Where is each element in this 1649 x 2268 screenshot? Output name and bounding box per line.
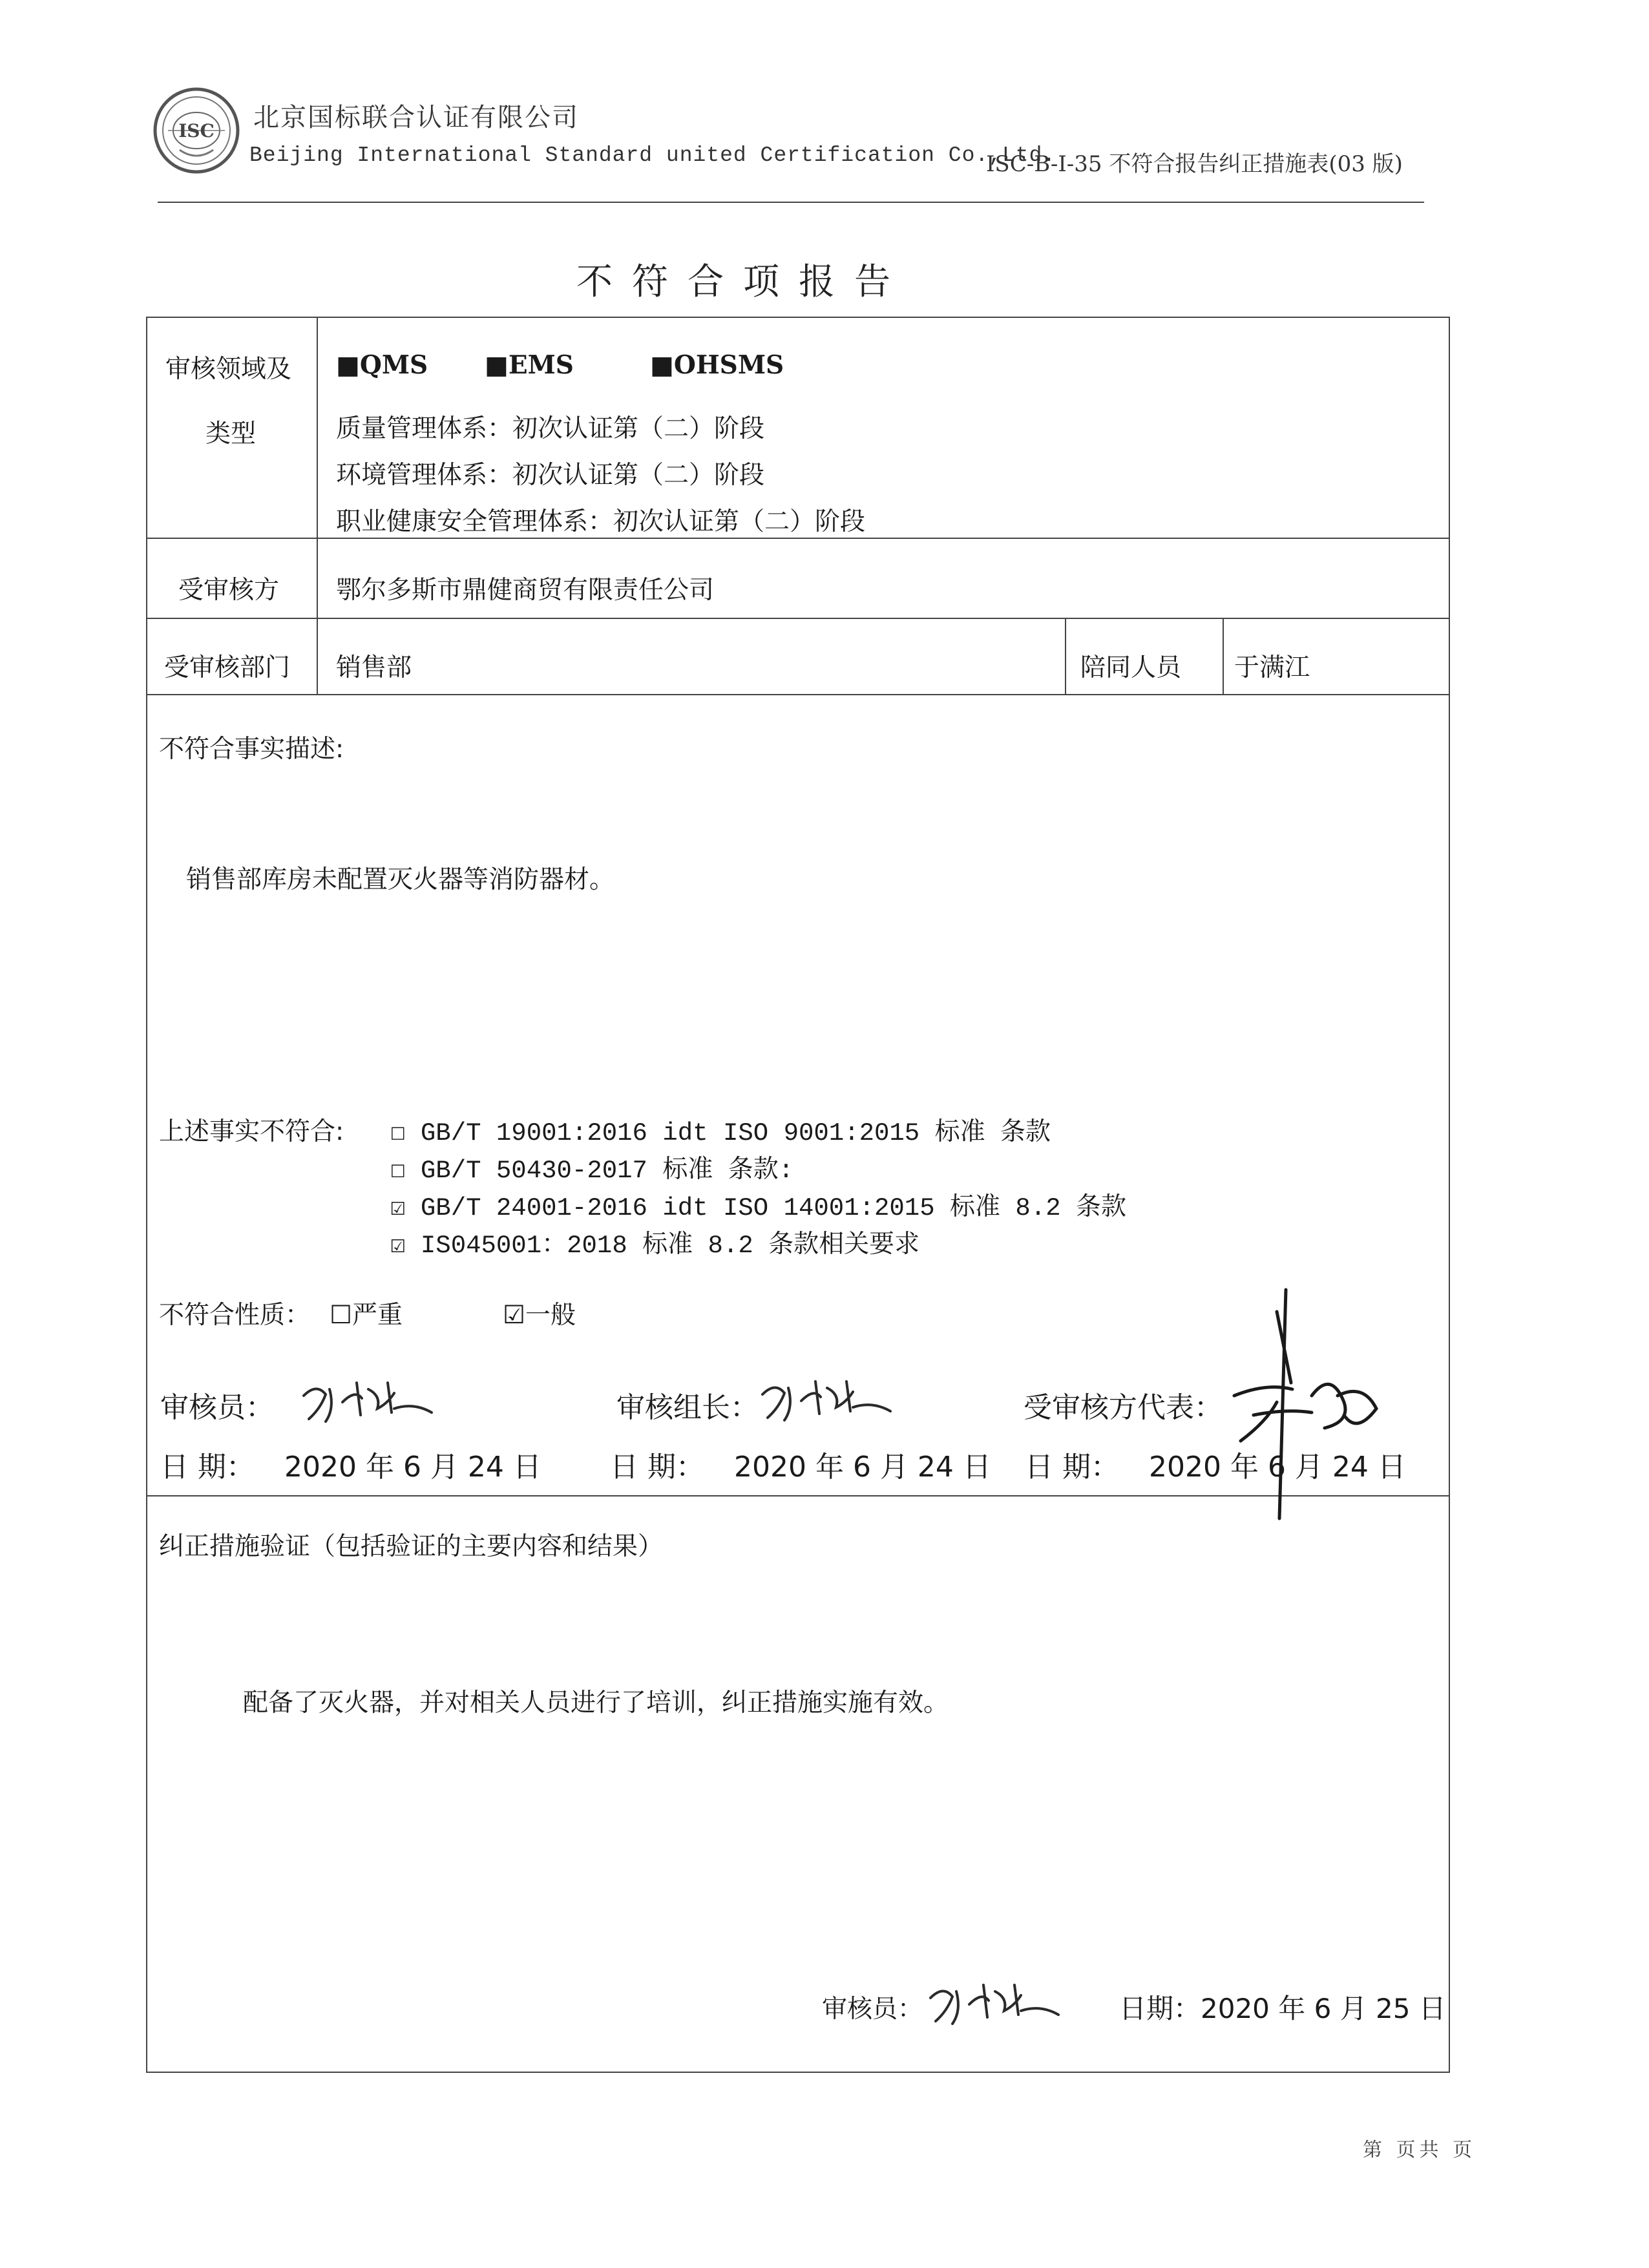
clause-iso9001: ☐ GB/T 19001:2016 idt ISO 9001:2015 标准 条款 bbox=[390, 1119, 1051, 1148]
company-name-en: Beijing International Standard united Certification Co.,Ltd. bbox=[249, 143, 1056, 167]
stage-ems: 环境管理体系：初次认证第（二）阶段 bbox=[336, 461, 765, 490]
column-divider bbox=[1065, 618, 1066, 694]
verification-date: 日期：2020 年 6 月 25 日 bbox=[1119, 1993, 1446, 2024]
row-divider bbox=[147, 618, 1449, 619]
team-leader-date-label: 日 期： bbox=[610, 1451, 704, 1484]
audit-area-label-2: 类型 bbox=[205, 419, 257, 448]
auditee-value: 鄂尔多斯市鼎健商贸有限责任公司 bbox=[336, 576, 715, 605]
document-title: 不符合项报告 bbox=[576, 261, 910, 303]
auditee-rep-date-label: 日 期： bbox=[1025, 1451, 1119, 1484]
auditee-label: 受审核方 bbox=[178, 576, 280, 605]
team-leader-date: 2020 年 6 月 24 日 bbox=[734, 1451, 991, 1484]
company-logo bbox=[151, 85, 242, 176]
verification-auditor-label: 审核员： bbox=[822, 1995, 923, 2024]
audit-area-label: 审核领域及 bbox=[165, 355, 292, 384]
escort-label: 陪同人员 bbox=[1080, 653, 1182, 682]
auditor-date-label: 日 期： bbox=[160, 1451, 255, 1484]
company-name-cn: 北京国标联合认证有限公司 bbox=[253, 103, 579, 132]
department-label: 受审核部门 bbox=[164, 653, 291, 682]
auditor-signature bbox=[297, 1370, 439, 1428]
auditee-rep-label: 受审核方代表： bbox=[1024, 1391, 1223, 1424]
auditor-label: 审核员： bbox=[160, 1391, 274, 1424]
clause-iso14001: ☑ GB/T 24001-2016 idt ISO 14001:2015 标准 8.2 条款 bbox=[390, 1194, 1127, 1223]
team-leader-signature bbox=[756, 1369, 898, 1427]
row-divider bbox=[147, 538, 1449, 539]
verification-auditor-signature bbox=[924, 1972, 1066, 2030]
page-number: 第 页共 页 bbox=[1362, 2139, 1476, 2161]
nature-serious: ☐严重 bbox=[330, 1301, 403, 1330]
nonconformity-description: 销售部库房未配置灭火器等消防器材。 bbox=[186, 865, 615, 894]
escort-value: 于满江 bbox=[1234, 653, 1310, 682]
clause-gb50430: ☐ GB/T 50430-2017 标准 条款: bbox=[390, 1157, 794, 1185]
auditee-rep-date: 2020 年 6 月 24 日 bbox=[1149, 1451, 1406, 1484]
stage-ohsms: 职业健康安全管理体系：初次认证第（二）阶段 bbox=[336, 507, 866, 536]
system-ohsms: ■OHSMS bbox=[650, 350, 784, 380]
auditor-date: 2020 年 6 月 24 日 bbox=[284, 1451, 541, 1484]
nature-general: ☑一般 bbox=[503, 1301, 576, 1330]
row-divider bbox=[147, 694, 1449, 695]
system-ems: ■EMS bbox=[485, 350, 574, 380]
verification-label: 纠正措施验证（包括验证的主要内容和结果） bbox=[159, 1532, 664, 1561]
svg-text:ISC: ISC bbox=[178, 120, 215, 142]
team-leader-label: 审核组长： bbox=[616, 1391, 759, 1424]
header-divider bbox=[158, 202, 1424, 203]
stage-qms: 质量管理体系：初次认证第（二）阶段 bbox=[336, 414, 765, 443]
system-qms: ■QMS bbox=[336, 350, 428, 380]
nature-label: 不符合性质： bbox=[159, 1301, 311, 1330]
form-code: ISC-B-I-35 不符合报告纠正措施表(03 版) bbox=[986, 151, 1403, 177]
column-divider bbox=[1223, 618, 1224, 694]
auditee-rep-signature bbox=[1215, 1286, 1383, 1525]
department-value: 销售部 bbox=[336, 653, 412, 682]
label-column-divider bbox=[317, 318, 318, 694]
clauses-label: 上述事实不符合: bbox=[159, 1117, 344, 1146]
nonconformity-label: 不符合事实描述: bbox=[159, 735, 344, 764]
clause-iso45001: ☑ IS045001：2018 标准 8.2 条款相关要求 bbox=[390, 1232, 920, 1260]
verification-content: 配备了灭火器，并对相关人员进行了培训，纠正措施实施有效。 bbox=[243, 1688, 949, 1717]
